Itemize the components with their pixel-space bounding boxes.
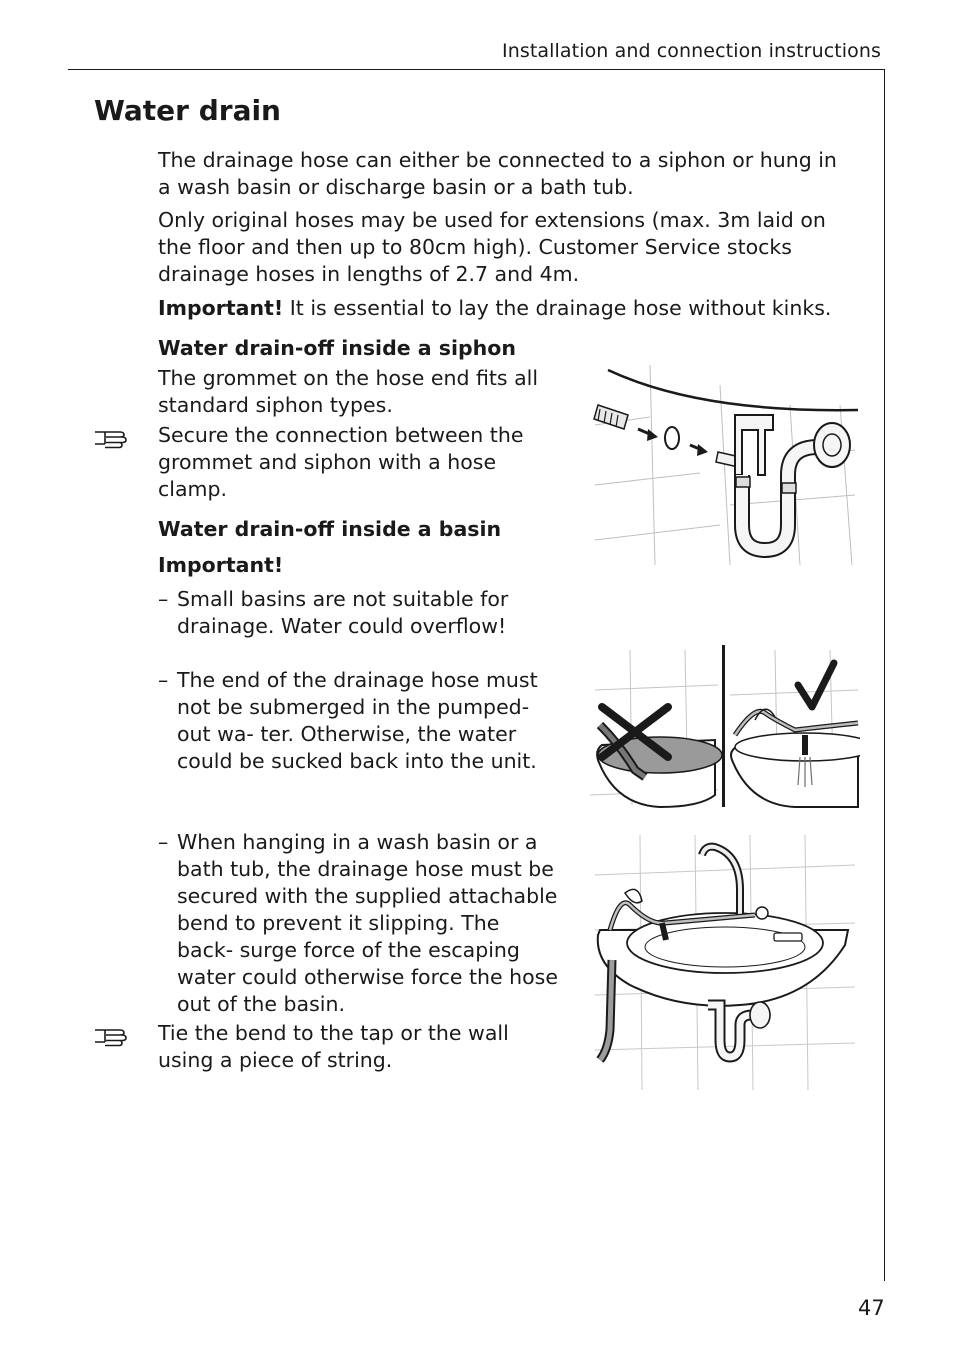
intro-paragraph-2: Only original hoses may be used for extensions (max. 3m laid on the floor and then up to 80cm high). Customer Service stocks drainage hoses in lengths of 2.7 and 4m. [158,208,826,286]
important-note [158,295,848,322]
running-header: Installation and connection instructions [502,40,882,62]
siphon-illustration [590,365,860,565]
siphon-heading: Water drain-off inside a siphon [158,336,516,360]
siphon-instruction: Secure the connection between the grommet and siphon with a hose clamp. [158,423,524,501]
hose-placement-illustration [590,645,860,810]
list-item: – Small basins are not suitable for drainage. Water could overflow! [158,587,509,638]
pointing-hand-icon [94,427,134,449]
list-item: – When hanging in a wash basin or a bath tub, the drainage hose must be secured with the supplied attachable bend to prevent it slipping. The back- surge force of the escaping water could otherwise force the hose out of the basin. [158,830,558,1016]
siphon-text: The grommet on the hose end fits all standard siphon types. [158,366,539,417]
page-title: Water drain [94,94,281,127]
basin-instruction: Tie the bend to the tap or the wall using a piece of string. [158,1021,509,1072]
important-text: It is essential to lay the drainage hose without kinks. [283,296,832,320]
basin-important-label: Important! [158,553,284,577]
important-label: Important! [158,296,284,320]
list-item: – The end of the drainage hose must not be submerged in the pumped-out wa- ter. Otherwise, the water could be sucked back into the unit. [158,668,538,773]
intro-paragraph-1: The drainage hose can either be connected to a siphon or hung in a wash basin or discharge basin or a bath tub. [158,148,837,199]
wash-basin-illustration [590,835,860,1090]
pointing-hand-icon [94,1025,134,1047]
page-number: 47 [858,1296,885,1320]
margin-rule [884,69,885,1281]
basin-heading: Water drain-off inside a basin [158,517,502,541]
header-rule [68,69,885,70]
